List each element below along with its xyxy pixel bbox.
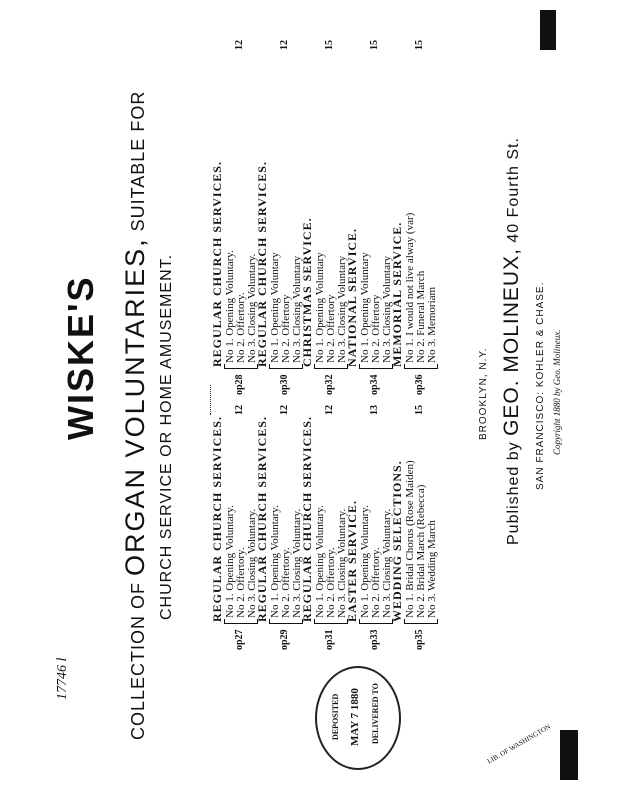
voluntary-item: No 3. Closing Voluntary. — [336, 508, 348, 618]
voluntary-item: No 3. Closing Voluntary. — [291, 508, 303, 618]
subtitle-2: CHURCH SERVICE OR HOME AMUSEMENT. — [158, 253, 175, 620]
opus-number: op34 — [369, 374, 380, 395]
price: 15 — [414, 405, 425, 415]
city: BROOKLYN, N.Y. — [478, 347, 489, 440]
subtitle — [120, 91, 151, 740]
brace — [314, 364, 348, 369]
subtitle-prefix: COLLECTION OF — [128, 581, 148, 740]
voluntary-item: No 2. Offertory. — [280, 547, 292, 618]
voluntary-item: No 1. Opening Voluntary — [359, 252, 371, 363]
voluntary-item: No 3. Memoriam — [426, 286, 438, 363]
brace — [314, 619, 348, 624]
service-block — [210, 416, 258, 650]
brace — [269, 619, 303, 624]
opus-number: op32 — [324, 374, 335, 395]
brace — [224, 619, 258, 624]
voluntary-item: No 1. Opening Voluntary. — [224, 505, 236, 618]
service-block — [210, 40, 258, 395]
publisher-name: GEO. MOLINEUX, — [500, 248, 523, 436]
service-heading: REGULAR CHURCH SERVICES. — [255, 416, 269, 622]
divider-dots — [210, 385, 211, 415]
voluntary-item: No 2. Offertory. — [370, 547, 382, 618]
service-block — [390, 460, 438, 650]
service-heading: WEDDING SELECTIONS. — [390, 460, 404, 622]
stamp-edge-text: LIB. OF WASHINGTON — [485, 722, 553, 766]
service-heading: REGULAR CHURCH SERVICES. — [255, 161, 269, 367]
voluntary-item: No 1. Opening Voluntary — [269, 252, 281, 363]
opus-number: op27 — [234, 629, 245, 650]
voluntary-item: No 1. I would not live alway (var) — [404, 212, 416, 363]
voluntary-item: No 2. Bridal March (Rebecca) — [415, 484, 427, 618]
service-heading: MEMORIAL SERVICE. — [390, 221, 404, 367]
brace — [359, 364, 393, 369]
voluntary-item: No 3. Closing Voluntary. — [246, 253, 258, 363]
opus-number: op33 — [369, 629, 380, 650]
opus-number: op30 — [279, 374, 290, 395]
service-heading: REGULAR CHURCH SERVICES. — [210, 416, 224, 622]
voluntary-item: No 2. Offertory. — [235, 547, 247, 618]
service-block — [255, 40, 303, 395]
brace — [404, 364, 438, 369]
subtitle-emphasis: ORGAN VOLUNTARIES, — [120, 237, 150, 576]
price: 12 — [279, 405, 290, 415]
deposit-stamp — [315, 666, 401, 770]
brace — [269, 364, 303, 369]
service-heading: NATIONAL SERVICE. — [345, 227, 359, 367]
service-block — [390, 40, 438, 395]
voluntary-item: No 3. Closing Voluntary. — [246, 508, 258, 618]
service-block — [345, 500, 393, 650]
publisher-prefix: Published by — [505, 441, 522, 545]
voluntary-item: No 3. Closing Voluntary. — [381, 508, 393, 618]
voluntary-item: No 2. Offertory — [325, 294, 337, 363]
voluntary-item: No 1. Opening Voluntary. — [359, 505, 371, 618]
voluntary-item: No 1. Opening Voluntary. — [314, 505, 326, 618]
price: 15 — [324, 40, 335, 50]
price: 13 — [369, 405, 380, 415]
brace — [359, 619, 393, 624]
voluntary-item: No 3. Closing Voluntary — [291, 255, 303, 363]
voluntary-item: No 3. Wedding March — [426, 520, 438, 618]
subtitle-suffix: SUITABLE FOR — [128, 90, 148, 232]
service-block — [255, 416, 303, 650]
service-heading: REGULAR CHURCH SERVICES. — [210, 161, 224, 367]
voluntary-item: No 2. Offertory — [370, 294, 382, 363]
voluntary-item: No 2. Funeral March — [415, 270, 427, 363]
voluntary-item: No 1. Opening Voluntary. — [269, 505, 281, 618]
stamp-line-2: MAY 7 1880 — [349, 688, 361, 746]
voluntary-item: No 1. Opening Voluntary. — [224, 250, 236, 363]
opus-number: op36 — [414, 374, 425, 395]
voluntary-item: No 2. Offertory. — [325, 547, 337, 618]
price: 12 — [234, 40, 245, 50]
service-block — [345, 40, 393, 395]
stamp-line-1: DEPOSITED — [331, 693, 340, 740]
stamp-line-3: DELIVERED TO — [371, 683, 380, 744]
publisher-address: 40 Fourth St. — [505, 137, 522, 243]
publisher-line — [500, 137, 524, 545]
voluntary-item: No 1. Opening Voluntary — [314, 252, 326, 363]
price: 15 — [414, 40, 425, 50]
service-heading: REGULAR CHURCH SERVICES. — [300, 416, 314, 622]
voluntary-item: No 1. Bridal Chorus (Rose Maiden) — [404, 460, 416, 618]
opus-number: op35 — [414, 629, 425, 650]
agents: SAN FRANCISCO: KOHLER & CHASE. — [535, 281, 546, 490]
voluntary-item: No 2. Offertory — [280, 294, 292, 363]
price: 15 — [369, 40, 380, 50]
opus-number: op28 — [234, 374, 245, 395]
handwritten-note: 17746 l — [55, 657, 70, 700]
main-title: WISKE'S — [60, 275, 101, 440]
service-heading: CHRISTMAS SERVICE. — [300, 217, 314, 367]
price: 12 — [234, 405, 245, 415]
voluntary-item: No 3. Closing Voluntary — [381, 255, 393, 363]
opus-number: op29 — [279, 629, 290, 650]
voluntary-item: No 3. Closing Voluntary — [336, 255, 348, 363]
service-block — [300, 40, 348, 395]
service-block — [300, 416, 348, 650]
voluntary-item: No 2. Offertory. — [235, 292, 247, 363]
price: 12 — [324, 405, 335, 415]
brace — [224, 364, 258, 369]
brace — [404, 619, 438, 624]
price: 12 — [279, 40, 290, 50]
copyright: Copyright 1880 by Geo. Molineux. — [552, 329, 562, 455]
service-heading: EASTER SERVICE. — [345, 500, 359, 622]
opus-number: op31 — [324, 629, 335, 650]
